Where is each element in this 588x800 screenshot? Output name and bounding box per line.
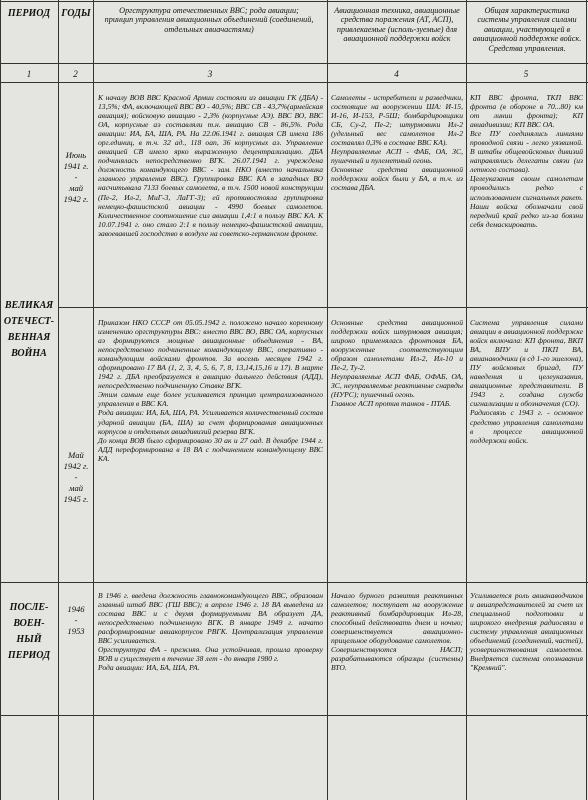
postwar-years: 1946 - 1953	[67, 604, 85, 636]
row2-control-system-text: Система управления силами авиации в авиационной поддержке войск включала: КП фронта, ВКП ВА, ВПУ и ПКП ВА, авианаводчики (в сд 1-го эшелона), ПУ войсковых бригад, ПУ наведения и целеуказания, авиационные представители. В 1943 г. создана служба сигнализации и обозначения (СО). Радиосвязь с 1943 г. - основное средство управления самолетами в процессе авиационной поддержки войск.	[470, 318, 583, 445]
header-control-system: Общая характеристика системы управления силами авиации, участвующей в авиационной поддержке войск. Средства управления.	[472, 6, 582, 53]
row2-years: Май 1942 г. - май 1945 г.	[63, 450, 89, 504]
row1-years: Июнь 1941 г. - май 1942 г.	[63, 150, 89, 204]
period-label-war: ВЕЛИКАЯ ОТЕЧЕСТ- ВЕННАЯ ВОЙНА	[3, 300, 55, 359]
numbers-bottom-rule	[0, 82, 588, 83]
row2-orgstructure-text: Приказом НКО СССР от 05.05.1942 г. положено начало коренному изменению оргструктуры ВВС: вместо ВВС ВО, ВВС ОА, корпусных аэ формируются мощные авиационные объединения - ВА, непосредственно подчиненные командующему ВВС, оперативно - командующим войсками фронтов. За восемь месяцев 1942 г. сформировано 17 ВА (1, 2, 3, 4, 5, 6, 7, 8, 13,14,15,16 и 17). В марте 1942 г. ДБА преобразуется в авиацию дальнего действия (АДД), непосредственно подчиненную Ставке ВГК. Этим самым еще более усиливается принцип централизованного управления в ВВС КА. Рода авиации: ИА, БА, ША, РА. Усиливается количественный состав ударной авиации (БА, ША) за счет формирования авиационных корпусов и отдельных авиадивизий резерва ВГК. До конца ВОВ было сформировано 30 ак и 27 оад. В декабре 1944 г. АДД переформирована в 18 ВА с подчинением командующему ВВС КА.	[98, 318, 323, 463]
postwar-aviation-technology-text: Начало бурного развития реактивных самолетов; поступает на вооружение реактивный бомбардировщик Ил-28, способный действовать днем и ночью; совершенствуется авиационно-прицельное оборудование самолетов. Совершенствуются НАСП; разрабатываются образцы (системы) ВТО.	[331, 591, 463, 673]
column-number-5: 5	[523, 69, 529, 79]
header-bottom-rule	[0, 63, 588, 64]
header-years: ГОДЫ	[61, 8, 91, 19]
header-period: ПЕРИОД	[7, 8, 51, 19]
col-divider-3	[327, 0, 328, 800]
header-aviation-technology: Авиационная техника, авиационные средства поражения (АТ, АСП), привлекаемые (исполь-зуемые) для авиационной поддержки войск	[334, 6, 460, 44]
column-number-3: 3	[207, 69, 213, 79]
column-number-2: 2	[73, 69, 78, 79]
table-right-border	[586, 0, 587, 800]
column-number-1: 1	[26, 69, 32, 79]
row2-aviation-technology-text: Основные средства авиационной поддержки войск штурмовая авиация; широко применялась фронтовая БА, вооруженные соответствующим образом самолетами Ил-2, Ил-10 и Пе-2, Ту-2. Неуправляемые АСП ФАБ, ОФАБ, ОА, ЗС, неуправляемые реактивные снаряды (НУРС); пушечный огонь. Главное АСП против танков - ПТАБ.	[331, 318, 463, 409]
war-bottom-rule	[0, 582, 588, 583]
row1-aviation-technology-text: Самолеты - истребители и разведчики, состоящие на вооружении ША: И-15, И-16, И-153, Р-5Ш; бомбардировщики СБ, Су-2, Пе-2; штурмовики Ил-2 (удельный вес самолетов Ил-2 составлял 0,3% в составе ВВС КА). Неуправляемые АСП - ФАБ, ОА, ЗС, пушечный и пулеметный огонь. Основные средства авиационной поддержки войск были у БА, в т.ч. из состава ДБА.	[331, 93, 463, 193]
col-divider-1	[58, 0, 59, 800]
table-left-border	[0, 0, 1, 800]
column-number-4: 4	[394, 69, 399, 79]
table-top-border	[0, 1, 588, 2]
period-label-postwar: ПОСЛЕ- ВОЕН- НЫЙ ПЕРИОД	[7, 602, 51, 661]
col-divider-4	[466, 0, 467, 800]
header-orgstructure: Оргструктура отечественных ВВС; рода авиации; принцип управления авиационных объединений (соединений, отдельных авиачастями)	[104, 6, 314, 34]
row1-bottom-rule	[58, 307, 588, 308]
postwar-bottom-rule	[0, 715, 588, 716]
col-divider-2	[93, 0, 94, 800]
postwar-orgstructure-text: В 1946 г. введена должность главнокомандующего ВВС, образован главный штаб ВВС (ГШ ВВС); в апреле 1946 г. 18 ВА выведена из состава ВВС и с двумя формируемыми ВА образует ДА, непосредственно подчиненную ВГК. В январе 1949 г. начато расформирование авиакорпусов РВГК. Централизация управления ВВС усиливается. Оргструктура ФА - прежняя. Она устойчивая, прошла проверку ВОВ и существует в течение 38 лет - до января 1980 г. Рода авиации: ИА, БА, ША, РА.	[98, 591, 323, 673]
row1-control-system-text: КП ВВС фронта, ТКП ВВС фронта (в обороне в 70...80) км от линии фронта); КП авиадивизии; КП ВВС ОА. Все ПУ соединялись линиями проводной связи - легко уязвимой. В штабы общевойсковых дивизий направлялись делегаты связи (из летного состава). Целеуказания своим самолетам проводились редко с использованием сигнальных ракет. Наши войска обозначали свой передний край редко из-за боязни себя демаскировать.	[470, 93, 583, 229]
row1-orgstructure-text: К началу ВОВ ВВС Красной Армии состояли из авиации ГК (ДБА) - 13,5%; ФА, включающей ВВС ВО - 40,5%; ВВС СВ - 43,7%(армейская авиация); войсковую авиацию - 2,3% (корпусные АЭ). ВВС ВО, ВВС ОА, корпусные аэ составляли т.н. авиацию СВ - 86,5%. Рода авиации: ИА, БА, ША, РА. На 22.06.1941 г. авиация СВ имела 186 орг.единиц, в т.ч. 32 ад., 118 оап, 36 корпусных аэ. Управление авиацией СВ имело ярко выраженную децентрализацию. ДБА подчинялась непосредственно ВГК. 26.07.1941 г. учреждена должность командующего ВВС - зам. НКО (вместо начальника главного управления ВВС). Группировка ВВС КА в западных ВО насчитывала 7133 боевых самолета, в т.ч. 1500 новой конструкции (Пе-2, Ил-2, МиГ-3, ЛаГГ-3); ей противостояла группировка немецко-фашистской авиации - 4990 боевых самолетов. Количественное соотношение сил авиации 1,4:1 в пользу ВВС КА. К 10.07.1941 г. оно стало 2:1 в пользу немецко-фашистской авиации, завоевавшей господство в воздухе на советско-германском фронте.	[98, 93, 323, 238]
postwar-control-system-text: Усиливается роль авианаводчиков и авиапредставителей за счет их специальной подготовки и широкого внедрения радиосвязи в систему управления авиационных объединений (соединений, частей), усовершенствования самолетов. Внедряется система опознавания "Кремний".	[470, 591, 583, 673]
